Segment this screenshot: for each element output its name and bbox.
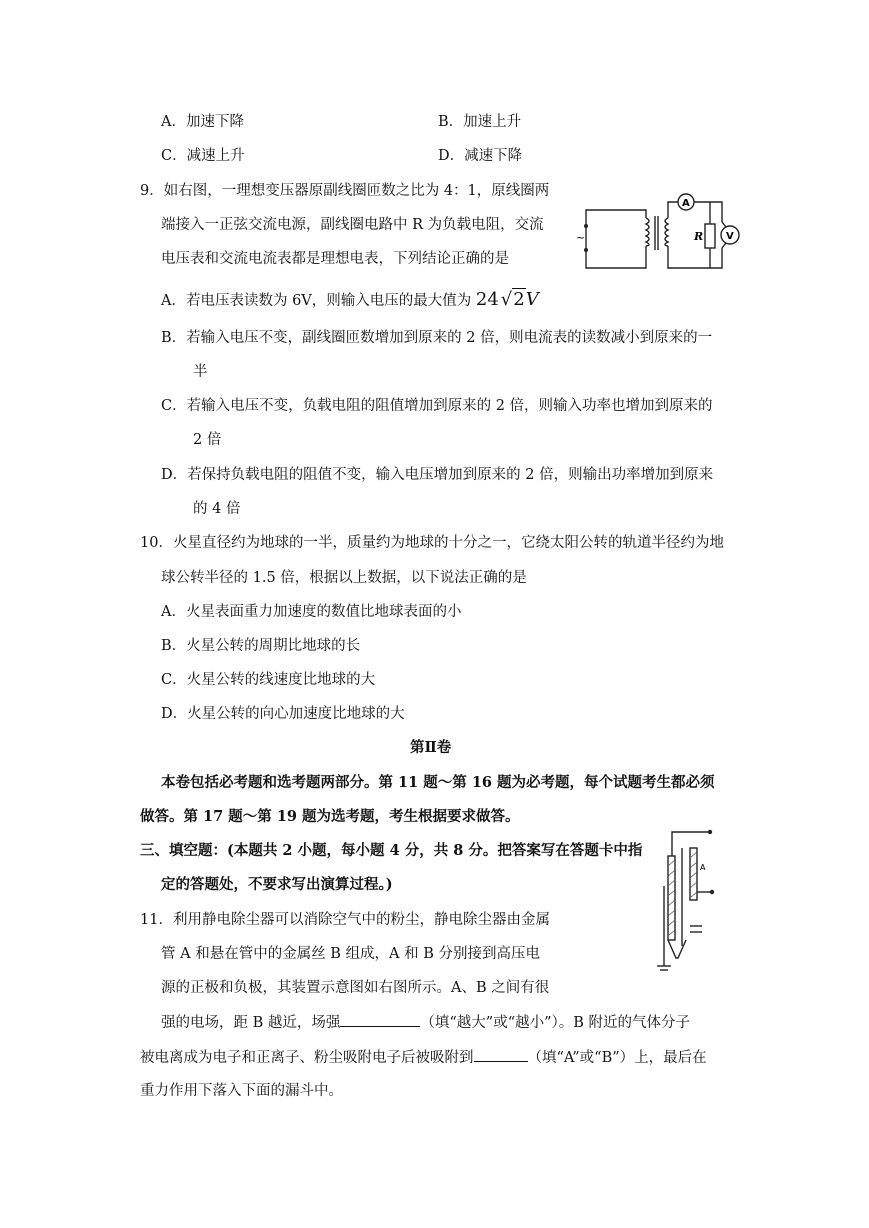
part2-title: 第Ⅱ卷 bbox=[410, 739, 452, 756]
q9-option-d-line1: D．若保持负载电阻的阻值不变，输入电压增加到原来的 2 倍，则输出功率增加到原来 bbox=[161, 467, 714, 483]
answer-blank-field-strength[interactable] bbox=[340, 1012, 420, 1027]
q10-option-c: C．火星公转的线速度比地球的大 bbox=[161, 672, 376, 688]
q9-option-c-line2: 2 倍 bbox=[193, 432, 222, 448]
q9-option-a-text: A．若电压表读数为 6V，则输入电压的最大值为 bbox=[161, 293, 472, 309]
q9-option-b-line2: 半 bbox=[193, 364, 208, 380]
sqrt-symbol: √2 bbox=[500, 289, 525, 310]
q8-option-a: A．加速下降 bbox=[161, 114, 244, 130]
q11-stem-line5 bbox=[140, 1047, 707, 1068]
answer-blank-electrode[interactable] bbox=[474, 1047, 528, 1062]
q9-stem-line1: 9．如右图，一理想变压器原副线圈匝数之比为 4：1，原线圈两 bbox=[140, 183, 550, 199]
q11-stem-line2: 管 A 和悬在管中的金属丝 B 组成，A 和 B 分别接到高压电 bbox=[161, 946, 541, 962]
precipitator-figure bbox=[652, 826, 722, 976]
max-voltage-coefficient: 24 bbox=[475, 289, 499, 310]
q9-option-d-line2: 的 4 倍 bbox=[193, 501, 241, 517]
tube-a-label: A bbox=[700, 863, 706, 872]
q9-option-a bbox=[161, 290, 539, 311]
part2-intro-line2: 做答。第 17 题～第 19 题为选考题，考生根据要求做答。 bbox=[140, 808, 520, 825]
q10-stem-line2: 球公转半径的 1.5 倍，根据以上数据，以下说法正确的是 bbox=[161, 570, 527, 586]
q9-option-b-line1: B．若输入电压不变，副线圈匝数增加到原来的 2 倍，则电流表的读数减小到原来的一 bbox=[161, 330, 713, 346]
q11-stem-line6: 重力作用下落入下面的漏斗中。 bbox=[140, 1083, 343, 1099]
q10-option-b: B．火星公转的周期比地球的长 bbox=[161, 638, 361, 654]
resistor-label: R bbox=[694, 230, 704, 243]
q9-stem-line3: 电压表和交流电流表都是理想电表，下列结论正确的是 bbox=[161, 251, 509, 267]
q11-line4-prefix: 强的电场，距 B 越近，场强 bbox=[161, 1015, 341, 1031]
q10-option-d: D．火星公转的向心加速度比地球的大 bbox=[161, 706, 405, 722]
q11-stem-line3: 源的正极和负极，其装置示意图如右图所示。A、B 之间有很 bbox=[161, 980, 550, 996]
q9-stem-line2: 端接入一正弦交流电源，副线圈电路中 R 为负载电阻，交流 bbox=[161, 217, 544, 233]
max-voltage-expression bbox=[476, 289, 539, 310]
part2-intro-line1: 本卷包括必考题和选考题两部分。第 11 题～第 16 题为必考题，每个试题考生都必须 bbox=[161, 774, 715, 791]
q11-line4-suffix: （填“越大”或“越小”）。B 附近的气体分子 bbox=[420, 1015, 691, 1031]
q10-option-a: A．火星表面重力加速度的数值比地球表面的小 bbox=[161, 604, 462, 620]
q8-option-c: C．减速上升 bbox=[161, 148, 245, 164]
q10-stem-line1: 10．火星直径约为地球的一半，质量约为地球的十分之一，它绕太阳公转的轨道半径约为地 bbox=[140, 535, 724, 551]
transformer-circuit-figure bbox=[574, 188, 744, 274]
q11-line5-suffix: （填“A”或“B”）上，最后在 bbox=[527, 1050, 707, 1066]
voltmeter-label: V bbox=[726, 231, 734, 242]
sqrt-radicand: 2 bbox=[513, 289, 525, 310]
q11-line5-prefix: 被电离成为电子和正离子、粉尘吸附电子后被吸附到 bbox=[140, 1050, 474, 1066]
section3-heading-line2: 定的答题处，不要求写出演算过程。) bbox=[161, 876, 393, 893]
q11-stem-line1: 11．利用静电除尘器可以消除空气中的粉尘，静电除尘器由金属 bbox=[140, 912, 550, 928]
q9-option-c-line1: C．若输入电压不变，负载电阻的阻值增加到原来的 2 倍，则输入功率也增加到原来的 bbox=[161, 398, 713, 414]
section3-heading-line1: 三、填空题：(本题共 2 小题，每小题 4 分，共 8 分。把答案写在答题卡中指 bbox=[140, 842, 643, 859]
ac-source-symbol: ~ bbox=[576, 231, 586, 244]
q8-option-d: D．减速下降 bbox=[438, 148, 523, 164]
q11-stem-line4 bbox=[161, 1012, 690, 1033]
ammeter-label: A bbox=[682, 198, 690, 209]
voltage-unit: V bbox=[525, 289, 539, 310]
q8-option-b: B．加速上升 bbox=[438, 114, 522, 130]
